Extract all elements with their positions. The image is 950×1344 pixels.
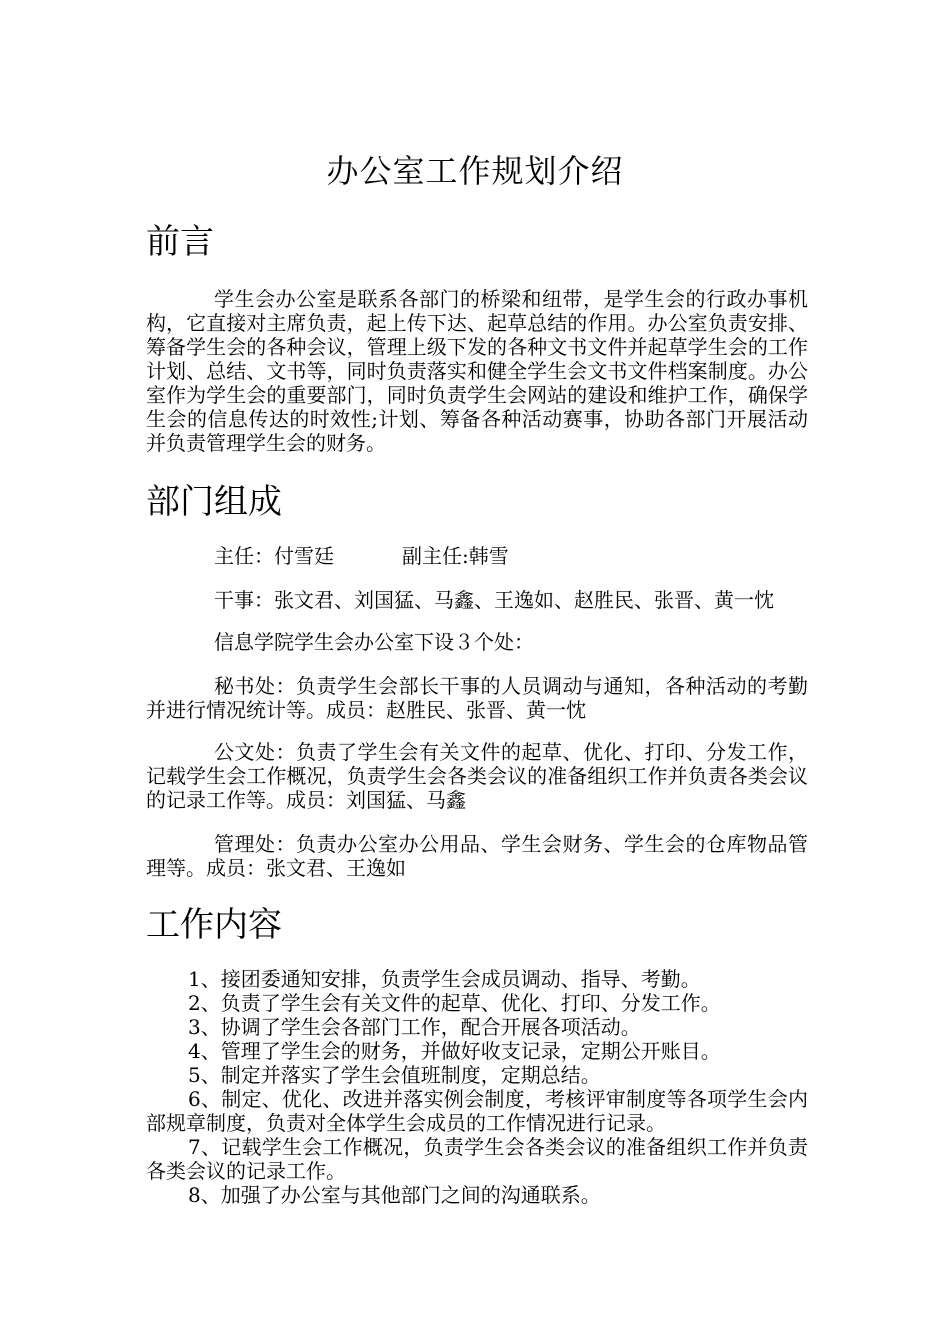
offices-intro: 信息学院学生会办公室下设３个处： bbox=[214, 630, 534, 654]
work-item: 2、负责了学生会有关文件的起草、优化、打印、分发工作。 bbox=[188, 991, 721, 1015]
work-item: 3、协调了学生会各部门工作，配合开展各项活动。 bbox=[188, 1015, 641, 1039]
work-items-list bbox=[146, 967, 808, 1207]
leadership-line bbox=[146, 544, 876, 568]
management-office-paragraph: 管理处：负责办公室办公用品、学生会财务、学生会的仓库物品管理等。成员：张文君、王逸如 bbox=[146, 832, 808, 880]
secretariat-paragraph: 秘书处：负责学生会部长干事的人员调动与通知，各种活动的考勤并进行情况统计等。成员：赵胜民、张晋、黄一忱 bbox=[146, 674, 808, 722]
preface-heading: 前言 bbox=[146, 222, 214, 262]
work-item: 6、制定、优化、改进并落实例会制度，考核评审制度等各项学生会内部规章制度，负责对全体学生会成员的工作情况进行记录。 bbox=[146, 1087, 808, 1135]
work-item: 7、记载学生会工作概况，负责学生会各类会议的准备组织工作并负责各类会议的记录工作。 bbox=[146, 1135, 808, 1183]
department-heading: 部门组成 bbox=[146, 482, 282, 522]
work-item: 4、管理了学生会的财务，并做好收支记录，定期公开账目。 bbox=[188, 1039, 721, 1063]
work-heading: 工作内容 bbox=[146, 905, 282, 945]
work-item: 1、接团委通知安排，负责学生会成员调动、指导、考勤。 bbox=[188, 967, 701, 991]
work-item: 5、制定并落实了学生会值班制度，定期总结。 bbox=[188, 1063, 601, 1087]
documents-office-paragraph: 公文处：负责了学生会有关文件的起草、优化、打印、分发工作，记载学生会工作概况，负责学生会各类会议的准备组织工作并负责各类会议的记录工作等。成员：刘国猛、马鑫 bbox=[146, 740, 808, 812]
document-title: 办公室工作规划介绍 bbox=[326, 152, 624, 190]
work-item: 8、加强了办公室与其他部门之间的沟通联系。 bbox=[188, 1183, 601, 1207]
deputy-director-text: 副主任:韩雪 bbox=[402, 544, 509, 568]
director-text: 主任：付雪廷 bbox=[214, 544, 334, 568]
staff-line: 干事：张文君、刘国猛、马鑫、王逸如、赵胜民、张晋、黄一忱 bbox=[214, 588, 774, 612]
preface-paragraph: 学生会办公室是联系各部门的桥梁和纽带，是学生会的行政办事机构，它直接对主席负责，起上传下达、起草总结的作用。办公室负责安排、筹备学生会的各种会议，管理上级下发的各种文书文件并起草学生会的工作计划、总结、文书等，同时负责落实和健全学生会文书文件档案制度。办公室作为学生会的重要部门，同时负责学生会网站的建设和维护工作，确保学生会的信息传达的时效性;计划、筹备各种活动赛事，协助各部门开展活动并负责管理学生会的财务。 bbox=[146, 287, 808, 455]
